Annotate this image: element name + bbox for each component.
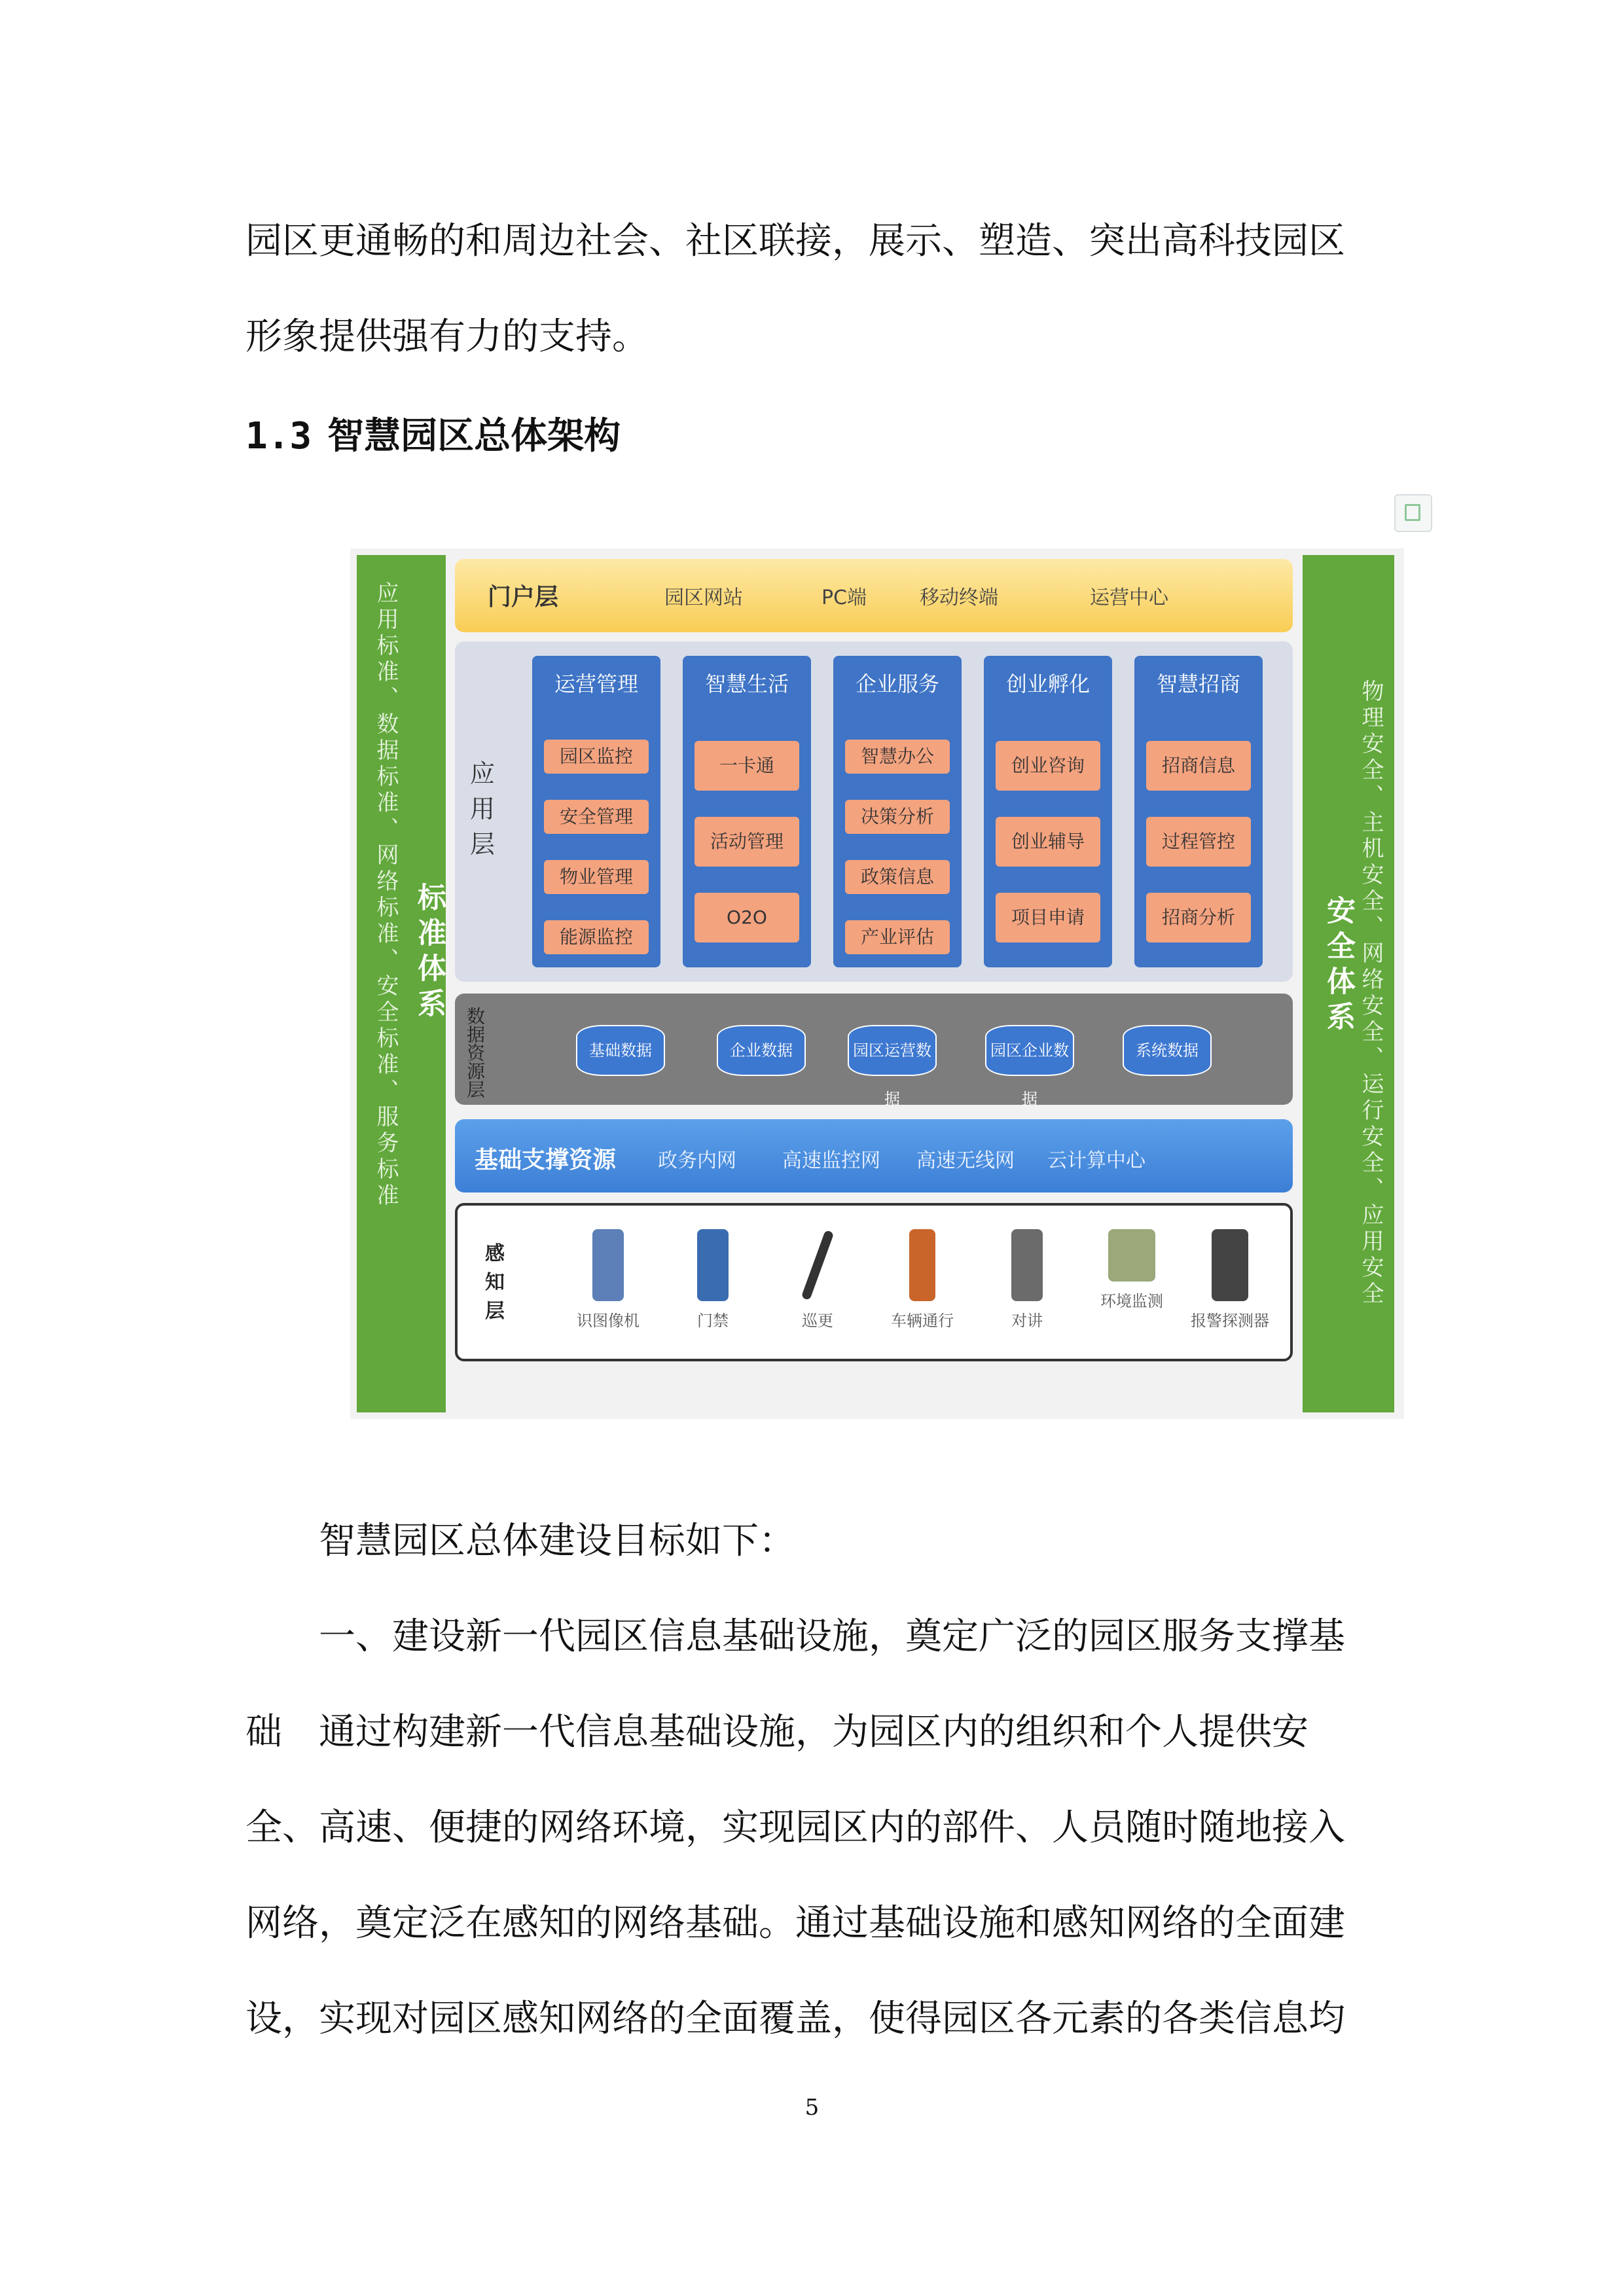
security-title: 安全体系 (1322, 895, 1355, 1037)
device (1184, 1229, 1276, 1331)
app-column-title: 智慧生活 (704, 672, 789, 696)
app-item: 政策信息 (845, 860, 950, 894)
app-column (984, 656, 1112, 967)
portal-item: PC端 (821, 586, 867, 609)
app-item: 创业辅导 (996, 817, 1100, 867)
app-item: 园区监控 (544, 740, 649, 774)
app-item: 能源监控 (544, 920, 649, 954)
section-number: 1.3 (245, 415, 312, 457)
device-label: 巡更 (802, 1312, 833, 1330)
device (876, 1229, 968, 1331)
app-item: 项目申请 (996, 893, 1100, 942)
database-icon: 园区企业数据 (985, 1025, 1074, 1076)
portal-item: 园区网站 (664, 586, 743, 609)
app-item: 物业管理 (544, 860, 649, 894)
image-placeholder-icon (1394, 494, 1432, 532)
app-column-title: 智慧招商 (1156, 672, 1240, 696)
paragraph-line: 全、高速、便捷的网络环境，实现园区内的部件、人员随时随地接入 (245, 1806, 1345, 1849)
app-item: 活动管理 (695, 817, 799, 867)
data-layer-label: 数据资源层 (464, 1007, 486, 1098)
section-heading (245, 403, 621, 469)
access-control-icon (697, 1229, 729, 1301)
app-item: 一卡通 (695, 741, 799, 791)
infrastructure-item: 高速无线网 (916, 1149, 1015, 1172)
database-icon: 系统数据 (1123, 1025, 1212, 1076)
app-item: O2O (695, 893, 799, 942)
app-item: 招商信息 (1146, 741, 1251, 791)
app-column-title: 企业服务 (855, 672, 939, 696)
app-item: 智慧办公 (845, 740, 950, 774)
paragraph-line: 智慧园区总体建设目标如下： (319, 1520, 795, 1562)
barrier-gate-icon (909, 1229, 935, 1301)
architecture-diagram (350, 548, 1404, 1419)
app-column (683, 656, 811, 967)
app-item: 过程管控 (1146, 817, 1251, 867)
app-item: 安全管理 (544, 800, 649, 834)
paragraph-line: 一、建设新一代园区信息基础设施，奠定广泛的园区服务支撑基 (319, 1615, 1345, 1658)
paragraph-line: 设，实现对园区感知网络的全面覆盖，使得园区各元素的各类信息均 (245, 1998, 1345, 2040)
infrastructure-title: 基础支撑资源 (475, 1147, 617, 1174)
device (667, 1229, 759, 1331)
alarm-detector-icon (1212, 1229, 1248, 1301)
device (981, 1229, 1073, 1331)
database-icon: 园区运营数据 (848, 1025, 937, 1076)
paragraph-line: 形象提供强有力的支持。 (245, 315, 649, 358)
device (772, 1229, 863, 1331)
device (562, 1229, 654, 1331)
paragraph-line: 网络，奠定泛在感知的网络基础。通过基础设施和感知网络的全面建 (245, 1902, 1345, 1945)
infrastructure-item: 政务内网 (658, 1149, 736, 1172)
infrastructure-item: 高速监控网 (782, 1149, 880, 1172)
intercom-icon (1011, 1229, 1043, 1301)
app-column (1134, 656, 1263, 967)
portal-item: 移动终端 (920, 586, 998, 609)
device-label: 门禁 (697, 1312, 729, 1330)
device-label: 对讲 (1011, 1312, 1043, 1330)
database-icon: 基础数据 (576, 1025, 665, 1076)
portal-layer (455, 559, 1293, 632)
section-title: 智慧园区总体架构 (327, 415, 621, 457)
device-label: 识图像机 (577, 1312, 640, 1330)
infrastructure-layer (455, 1119, 1293, 1193)
infrastructure-item: 云计算中心 (1047, 1149, 1146, 1172)
standards-system-bar (357, 555, 446, 1412)
app-column-title: 创业孵化 (1005, 672, 1090, 696)
app-column-title: 运营管理 (554, 672, 638, 696)
device-label: 环境监测 (1100, 1292, 1163, 1310)
app-item: 产业评估 (845, 920, 950, 954)
environment-monitor-icon (1108, 1229, 1155, 1282)
application-layer-label: 应用层 (469, 759, 495, 859)
page-number: 5 (804, 2094, 820, 2121)
device-label: 车辆通行 (891, 1312, 954, 1330)
security-system-bar (1303, 555, 1394, 1412)
app-column (833, 656, 962, 967)
paragraph-line: 础 通过构建新一代信息基础设施，为园区内的组织和个人提供安 (245, 1711, 1308, 1753)
database-icon: 企业数据 (717, 1025, 806, 1076)
standards-title: 标准体系 (412, 882, 446, 1024)
application-layer (455, 641, 1293, 982)
app-column (532, 656, 660, 967)
camera-icon (592, 1229, 624, 1301)
data-resource-layer (455, 994, 1293, 1108)
security-items: 物理安全、主机安全、网络安全、运行安全、应用安全 (1358, 679, 1384, 1308)
app-item: 创业咨询 (996, 741, 1100, 791)
app-item: 决策分析 (845, 800, 950, 834)
paragraph-line: 园区更通畅的和周边社会、社区联接，展示、塑造、突出高科技园区 (245, 220, 1345, 262)
portal-title: 门户层 (488, 584, 559, 611)
device-label: 报警探测器 (1191, 1312, 1269, 1330)
patrol-icon (801, 1230, 835, 1300)
portal-item: 运营中心 (1090, 586, 1168, 609)
standards-items: 应用标准、数据标准、网络标准、安全标准、服务标准 (372, 581, 399, 1210)
device (1086, 1229, 1178, 1311)
perception-layer-label: 感知层 (485, 1242, 505, 1323)
app-item: 招商分析 (1146, 893, 1251, 942)
perception-layer (455, 1203, 1293, 1361)
